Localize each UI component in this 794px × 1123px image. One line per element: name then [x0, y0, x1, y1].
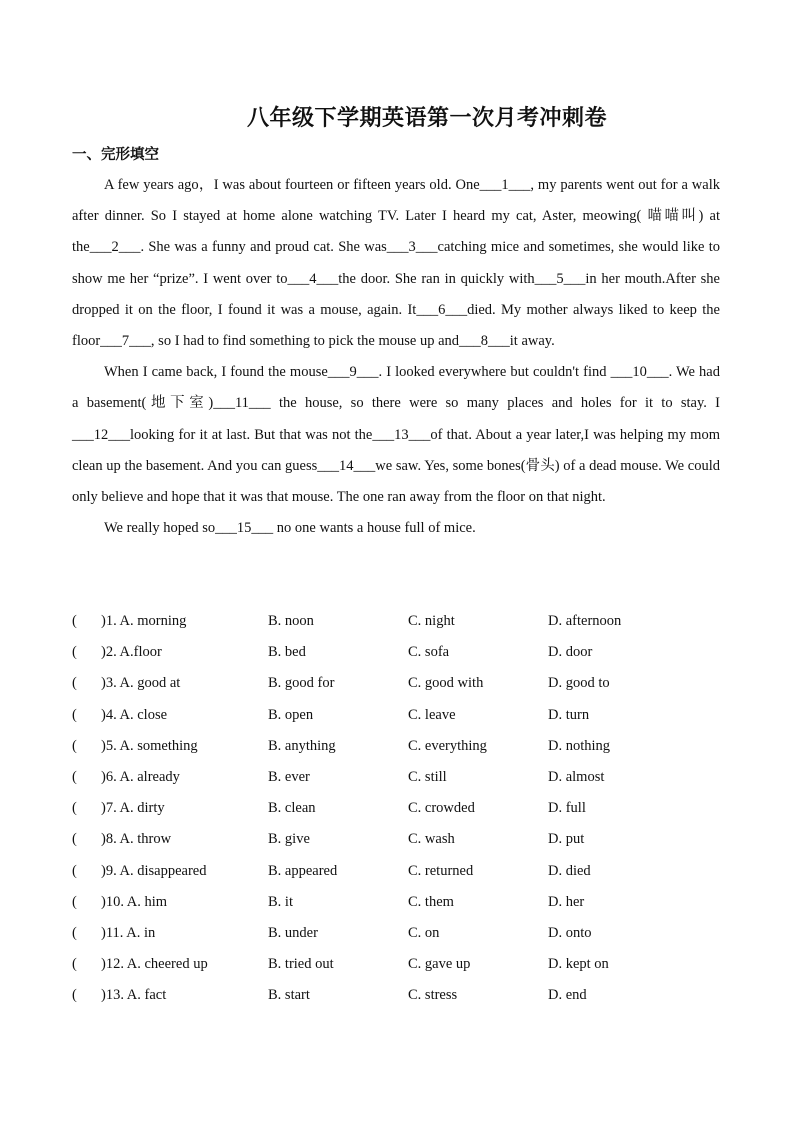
option-b: B. under: [268, 924, 318, 941]
answer-blank[interactable]: (: [72, 862, 77, 879]
option-b: B. ever: [268, 768, 310, 785]
option-b: B. tried out: [268, 956, 334, 973]
option-a: )10. A. him: [101, 893, 168, 910]
option-b: B. open: [268, 706, 314, 723]
answer-blank[interactable]: (: [72, 706, 77, 723]
option-c: C. good with: [408, 675, 484, 692]
question-row: [72, 980, 732, 1011]
question-row: [72, 637, 732, 668]
option-a: )11. A. in: [101, 924, 156, 941]
option-c: C. wash: [408, 831, 455, 848]
option-d: D. nothing: [548, 737, 611, 754]
option-a: )6. A. already: [101, 768, 180, 785]
option-c: C. gave up: [408, 956, 471, 973]
option-a: )9. A. disappeared: [101, 862, 207, 879]
option-d: D. her: [548, 893, 585, 910]
answer-blank[interactable]: (: [72, 987, 77, 1004]
question-row: [72, 918, 732, 949]
option-c: C. on: [408, 924, 440, 941]
option-a: )4. A. close: [101, 706, 168, 723]
answer-blank[interactable]: (: [72, 613, 77, 629]
answer-blank[interactable]: (: [72, 675, 77, 692]
option-d: D. almost: [548, 768, 605, 785]
option-c: C. stress: [408, 987, 458, 1004]
option-d: D. died: [548, 862, 591, 879]
answer-blank[interactable]: (: [72, 800, 77, 817]
option-d: D. door: [548, 644, 593, 661]
option-d: D. end: [548, 987, 587, 1004]
option-d: D. onto: [548, 924, 592, 941]
option-c: C. leave: [408, 706, 456, 723]
question-row: [72, 668, 732, 699]
question-row: [72, 793, 732, 824]
option-b: B. good for: [268, 675, 335, 692]
option-a: )12. A. cheered up: [101, 956, 208, 973]
section-heading: 一、完形填空: [72, 147, 159, 163]
option-d: D. full: [548, 800, 586, 817]
passage-paragraph: A few years ago，I was about fourteen or fifteen years old. One___1___, my parents went out for a walk after dinner. So I stayed at home alone watching TV. Later I heard my cat, Aster, meowing( 喵喵叫) at the___2___. She was a funny and proud cat. She was___3___catching mice and sometimes, she would like to show me her “prize”. I went over to___4___the door. She ran in quickly with___5___in her mouth.After she dropped it on the floor, I found it was a mouse, again. It___6___died. My mother always liked to keep the floor___7___, so I had to find something to pick the mouse up and___8___it away.: [72, 177, 720, 350]
option-c: C. still: [408, 768, 447, 785]
question-row: [72, 887, 732, 918]
question-row: [72, 700, 732, 731]
option-b: B. start: [268, 987, 310, 1004]
option-c: C. returned: [408, 862, 474, 879]
question-row: [72, 949, 732, 980]
question-row: [72, 762, 732, 793]
option-d: D. put: [548, 831, 585, 848]
option-d: D. afternoon: [548, 613, 622, 629]
answer-blank[interactable]: (: [72, 768, 77, 785]
answer-blank[interactable]: (: [72, 924, 77, 941]
option-d: D. turn: [548, 706, 590, 723]
question-row: [72, 856, 732, 887]
question-row: [72, 824, 732, 855]
option-c: C. night: [408, 613, 455, 629]
option-a: )1. A. morning: [101, 613, 187, 629]
option-b: B. clean: [268, 800, 316, 817]
option-a: )3. A. good at: [101, 675, 181, 692]
question-list: [72, 606, 732, 1011]
option-b: B. give: [268, 831, 310, 848]
option-b: B. bed: [268, 644, 306, 661]
option-c: C. sofa: [408, 644, 450, 661]
option-a: )7. A. dirty: [101, 800, 165, 817]
passage-paragraph: We really hoped so___15___ no one wants a house full of mice.: [104, 520, 476, 537]
option-c: C. them: [408, 893, 454, 910]
option-a: )2. A.floor: [101, 644, 162, 661]
passage-paragraph: When I came back, I found the mouse___9___. I looked everywhere but couldn't find ___10___. We had a basement(地下室)___11___ the house, so there were so many places and holes for it to stay. I ___12___looking for it at last. But that was not the___13___of that. About a year later,I was helping my mom clean up the basement. And you can guess___14___we saw. Yes, some bones(骨头) of a dead mouse. We could only believe and hope that it was that mouse. The one ran away from the floor on that night.: [72, 364, 720, 506]
option-b: B. appeared: [268, 862, 338, 879]
answer-blank[interactable]: (: [72, 737, 77, 754]
answer-blank[interactable]: (: [72, 831, 77, 848]
cloze-passage: [72, 170, 720, 544]
option-a: )8. A. throw: [101, 831, 172, 848]
answer-blank[interactable]: (: [72, 893, 77, 910]
option-a: )13. A. fact: [101, 987, 167, 1004]
question-row: [72, 606, 732, 637]
option-b: B. anything: [268, 737, 336, 754]
option-b: B. noon: [268, 613, 314, 629]
question-row: [72, 731, 732, 762]
option-d: D. good to: [548, 675, 610, 692]
option-d: D. kept on: [548, 956, 609, 973]
page-title: 八年级下学期英语第一次月考冲刺卷: [246, 105, 607, 131]
option-c: C. crowded: [408, 800, 475, 817]
option-a: )5. A. something: [101, 737, 198, 754]
answer-blank[interactable]: (: [72, 956, 77, 973]
option-c: C. everything: [408, 737, 487, 754]
answer-blank[interactable]: (: [72, 644, 77, 661]
option-b: B. it: [268, 893, 293, 910]
